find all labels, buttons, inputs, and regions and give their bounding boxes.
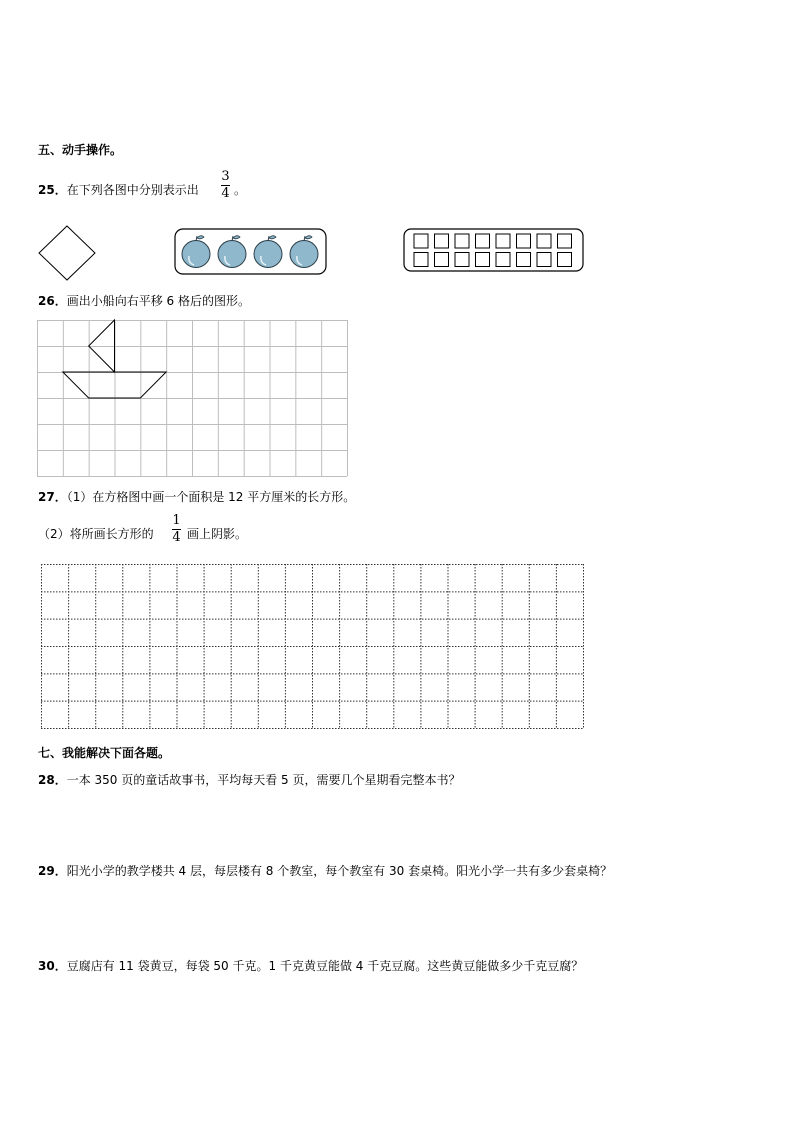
question-number: 25． (38, 183, 67, 197)
square-grid-box (403, 228, 585, 274)
apple-box (174, 228, 328, 276)
question-number: 27． (38, 490, 67, 504)
small-square (537, 234, 551, 248)
small-square (414, 253, 428, 267)
diamond-shape (38, 225, 98, 285)
question-text-end: 。 (234, 183, 247, 197)
small-square (435, 234, 449, 248)
question-text: 阳光小学的教学楼共 4 层，每层楼有 8 个教室，每个教室有 30 套桌椅。阳光小学一共有多少套桌椅？ (66, 864, 613, 878)
small-square (496, 253, 510, 267)
small-square (476, 234, 490, 248)
small-square (414, 234, 428, 248)
question-27-part2: （2）将所画长方形的 (38, 527, 154, 541)
small-square (476, 253, 490, 267)
question-25 (38, 182, 199, 198)
question-text: （1）在方格图中画一个面积是 12 平方厘米的长方形。 (66, 490, 356, 504)
small-square (455, 253, 469, 267)
question-text: 一本 350 页的童话故事书，平均每天看 5 页，需要几个星期看完整本书？ (66, 773, 461, 787)
question-number: 26． (38, 294, 67, 308)
question-29 (38, 863, 612, 879)
question-30 (38, 958, 583, 974)
small-square (517, 234, 531, 248)
small-square (537, 253, 551, 267)
question-text: 在下列各图中分别表示出 (66, 183, 199, 197)
dotted-grid (41, 564, 585, 730)
small-square (435, 253, 449, 267)
fraction-numerator: 3 (221, 169, 230, 184)
small-square (455, 234, 469, 248)
boat-grid (37, 320, 349, 478)
fraction-three-quarters (221, 170, 230, 201)
fraction-one-quarter (172, 514, 181, 545)
small-square (517, 253, 531, 267)
fraction-denominator: 4 (221, 186, 230, 201)
small-square (558, 253, 572, 267)
fraction-numerator: 1 (172, 513, 181, 528)
question-number: 28． (38, 773, 67, 787)
question-number: 30． (38, 959, 67, 973)
question-text: 豆腐店有 11 袋黄豆，每袋 50 千克。1 千克黄豆能做 4 千克豆腐。这些黄豆能做多少千克豆腐？ (66, 959, 584, 973)
question-28 (38, 772, 461, 788)
small-square (496, 234, 510, 248)
small-square (558, 234, 572, 248)
question-text: 画出小船向右平移 6 格后的图形。 (66, 294, 250, 308)
question-number: 29． (38, 864, 67, 878)
fraction-denominator: 4 (172, 530, 181, 545)
section-title-7: 七、我能解决下面各题。 (38, 746, 171, 760)
question-27-part1 (38, 489, 355, 505)
question-27-part2-end: 画上阴影。 (187, 527, 248, 541)
section-title-5: 五、动手操作。 (38, 143, 123, 157)
question-26 (38, 293, 250, 309)
